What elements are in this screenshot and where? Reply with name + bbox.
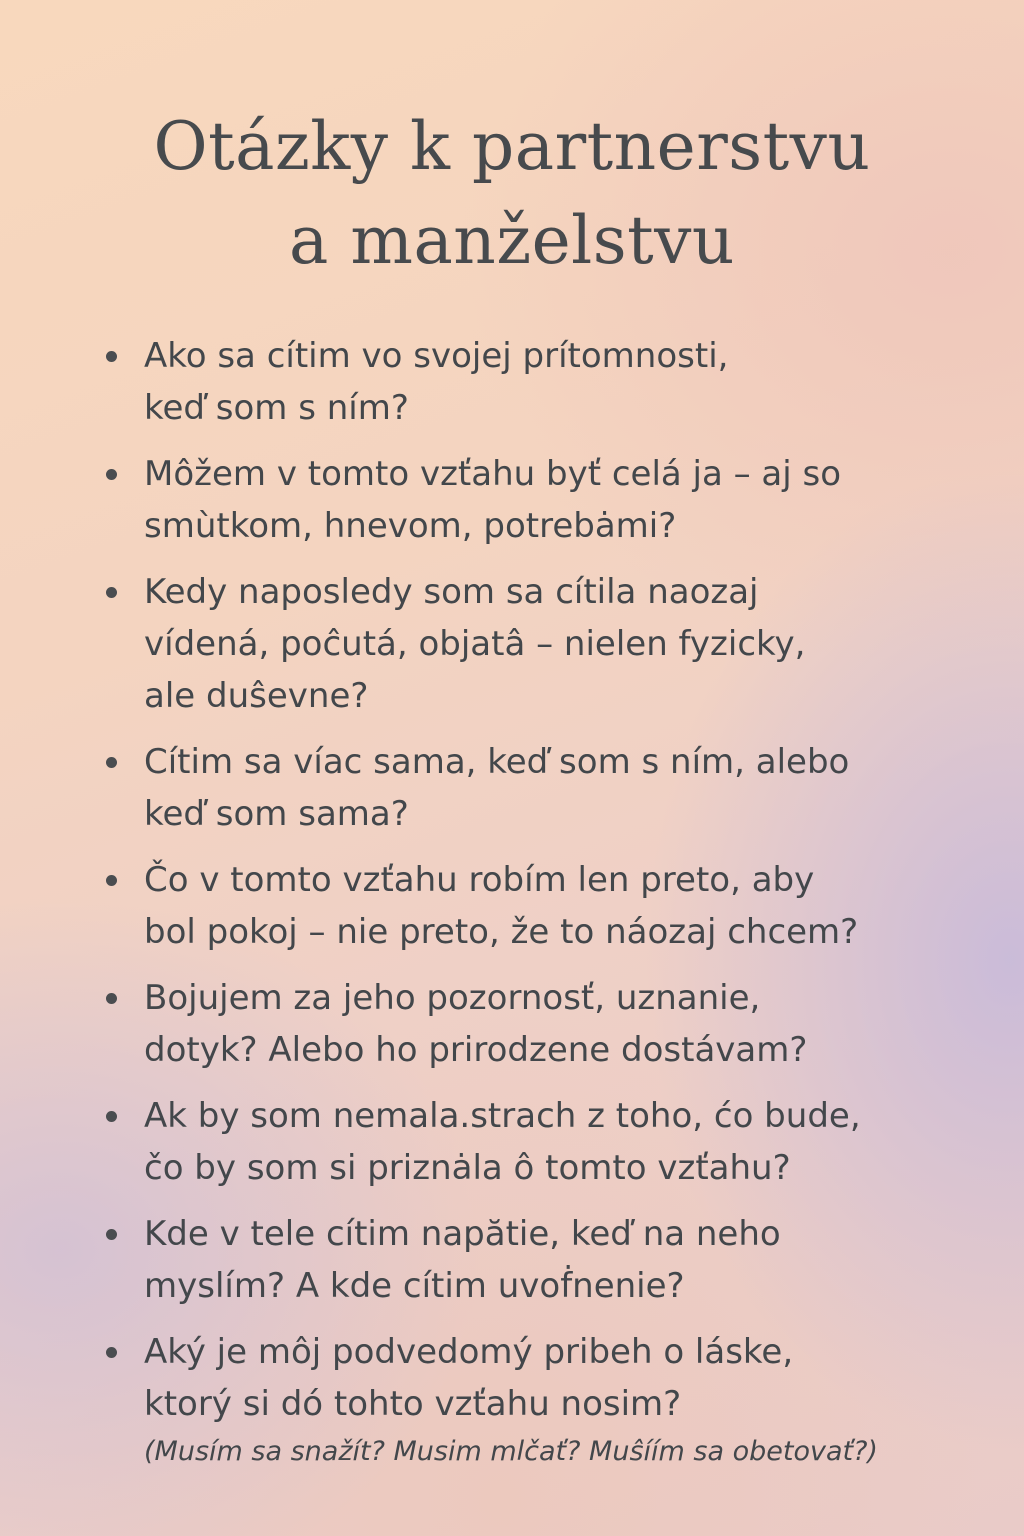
bullet-icon [106,469,117,480]
question-line: Kedy naposledy som sa cítila naozaj [144,572,759,612]
title-line-2: a manželstvu [289,202,735,279]
list-item [106,1326,986,1472]
page-title [0,100,1024,288]
list-item [106,448,986,552]
bullet-icon [106,587,117,598]
bullet-icon [106,1111,117,1122]
bullet-icon [106,875,117,886]
question-line: bol pokoj – nie preto, že to náozaj chcem? [144,912,859,952]
question-line: keď som s ním? [144,388,409,428]
question-line: ktorý si dó tohto vzťahu nosim? [144,1384,682,1424]
title-line-1: Otázky k partnerstvu [153,108,871,185]
question-note: (Musím sa snažít? Musim mlčať? Muŝíím sa obetovať?) [144,1436,878,1467]
question-line: Ako sa cítim vo svojej prítomnosti, [144,336,729,376]
list-item [106,1090,986,1194]
question-line: keď som sama? [144,794,409,834]
question-line: Čo v tomto vzťahu robím len preto, aby [144,860,815,900]
bullet-icon [106,351,117,362]
question-line: smùtkom, hnevom, potrebȧmi? [144,506,677,546]
question-line: Kde v tele cítim napătie, keď na neho [144,1214,781,1254]
question-list [106,330,986,1486]
question-line: Cítim sa víac sama, keď som s ním, alebo [144,742,850,782]
bullet-icon [106,757,117,768]
question-line: dotyk? Alebo ho prirodzene dostávam? [144,1030,808,1070]
question-line: vídená, poĉutá, objatâ – nielen fyzicky, [144,624,806,664]
bullet-icon [106,993,117,1004]
list-item [106,854,986,958]
question-line: myslím? A kde cítim uvoḟnenie? [144,1266,685,1306]
question-line: Bojujem za jeho pozornosť, uznanie, [144,978,761,1018]
list-item [106,972,986,1076]
list-item [106,1208,986,1312]
list-item [106,736,986,840]
bullet-icon [106,1229,117,1240]
question-line: Ak by som nemala.strach z toho, ćo bude, [144,1096,861,1136]
question-line: Môžem v tomto vzťahu byť celá ja – aj so [144,454,842,494]
list-item [106,330,986,434]
list-item [106,566,986,722]
question-line: Aký je môj podvedomý pribeh o láske, [144,1332,794,1372]
bullet-icon [106,1347,117,1358]
question-line: ale duŝevne? [144,676,369,716]
question-line: čo by som si priznȧla ô tomto vzťahu? [144,1148,791,1188]
